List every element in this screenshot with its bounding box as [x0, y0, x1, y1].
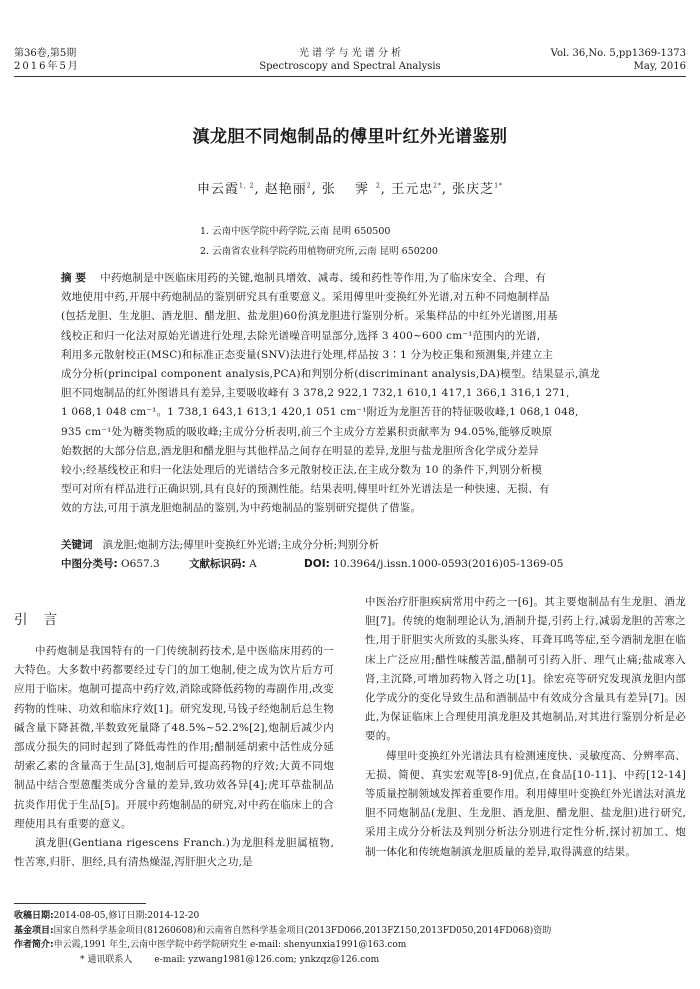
volume-issue-cn: 第36卷,第5期 [14, 48, 77, 59]
abstract-line: 效的方法,可用于滇龙胆炮制品的鉴别,为中药炮制品的鉴别研究提供了借鉴。 [61, 502, 422, 515]
author-affiliation-mark: 2 [375, 182, 381, 190]
affiliation-1: 1. 云南中医学院中药学院,云南 昆明 650500 [200, 226, 391, 237]
volume-issue-en: Vol. 36,No. 5,pp1369-1373 [550, 48, 686, 59]
doi-label: DOI: [304, 558, 330, 570]
journal-title-cn: 光 谱 学 与 光 谱 分 析 [298, 48, 402, 59]
abstract-label: 摘 要 [61, 272, 87, 284]
footnote-label: 基金项目: [14, 925, 54, 936]
intro-right-column [365, 593, 686, 862]
abstract-line: 935 cm⁻¹处为糖类物质的吸收峰;主成分分析表明,前三个主成分方差累积贡献率为 94.05%,能够反映原 [61, 425, 553, 438]
affiliations [200, 222, 438, 262]
clc-code: O657.3 [121, 558, 160, 570]
author-name: 张庆芝 [452, 182, 495, 197]
abstract-line: 型可对所有样品进行正确识别,具有良好的预测性能。结果表明,傅里叶红外光谱法是一种快速、无损、有 [61, 483, 550, 496]
section-heading-introduction: 引 言 [14, 612, 64, 628]
clc-label: 中图分类号: [61, 558, 118, 570]
intro-paragraph: 傅里叶变换红外光谱法具有检测速度快、灵敏度高、分辨率高、无损、简便、真实宏观等[8-9]优点,在食品[10-11]、中药[12-14]等质量控制领域发挥着重要作用。利用傅里叶变换红外光谱法对滇龙胆不同炮制品(龙胆、生龙胆、酒龙胆、醋龙胆、盐龙胆)进行研究,采用主成分分析法及判别分析法分别进行定性分析,探讨初加工、炮制一体化和传统炮制滇龙胆质量的差异,取得满意的结果。 [365, 749, 686, 858]
abstract-line: (包括龙胆、生龙胆、酒龙胆、醋龙胆、盐龙胆)60份滇龙胆进行鉴别分析。采集样品的中红外光谱图,用基 [61, 310, 558, 323]
footnote-rule [14, 903, 146, 904]
author-name: 王元忠 [391, 182, 434, 197]
classification [61, 556, 661, 571]
doc-code: A [249, 558, 257, 570]
footnote-label: * 通讯联系人 [80, 954, 133, 965]
intro-paragraph: 中药炮制是我国特有的一门传统制药技术,是中医临床用药的一大特色。大多数中药都要经过专门的加工炮制,使之成为饮片后方可应用于临床。炮制可提高中药疗效,消除或降低药物的毒副作用,改变药物的性味、功效和临床疗效[1]。研究发现,马钱子经炮制后总生物碱含量下降甚微,半数致死量降了48.5%~52.2%[2],炮制后减少内部成分损失的同时起到了降低毒性的作用;醋制延胡索中活性成分延胡索乙素的含量高于生品[3],炮制后可提高药物的疗效;大黄不同炮制品中结合型蒽醌类成分含量的差异,致功效各异[4];虎耳草盐制品抗炎作用优于生品[5]。开展中药炮制品的研究,对中药在临床上的合理使用具有重要的意义。 [14, 645, 334, 830]
author-affiliation-mark: 2 [306, 182, 312, 190]
abstract-line: 利用多元散射校正(MSC)和标准正态变量(SNV)法进行处理,样品按 3∶1 分为校正集和预测集,并建立主 [61, 348, 554, 361]
intro-left-column [14, 642, 334, 872]
affiliation-2: 2. 云南省农业科学院药用植物研究所,云南 昆明 650200 [200, 246, 438, 257]
header-rule [14, 76, 686, 77]
abstract-line: 始数据的大部分信息,酒龙胆和醋龙胆与其他样品之间存在明显的差异,龙胆与盐龙胆所含化学成分差异 [61, 444, 539, 457]
article-title: 滇龙胆不同炮制品的傅里叶红外光谱鉴别 [192, 127, 508, 147]
date-cn: 2016年5月 [14, 61, 80, 72]
footnote-text: 申云霞,1991 年生,云南中医学院中药学院研究生 e-mail: shenyunxia1991@163.com [53, 940, 407, 950]
abstract [61, 269, 641, 519]
footnotes [14, 909, 686, 967]
abstract-line: 胆不同炮制品的红外图谱具有差异,主要吸收峰有 3 378,2 922,1 732,1 610,1 417,1 366,1 316,1 271, [61, 387, 570, 400]
author-name: 张 霁 [321, 182, 376, 197]
doc-code-label: 文献标识码: [189, 558, 246, 570]
footnote-label: 收稿日期: [14, 911, 54, 921]
doi: 10.3964/j.issn.1000-0593(2016)05-1369-05 [333, 558, 564, 570]
keywords-label: 关键词 [61, 539, 93, 551]
keywords-text: 滇龙胆;炮制方法;傅里叶变换红外光谱;主成分分析;判别分析 [102, 539, 380, 551]
footnote-text: 2014-08-05,修订日期:2014-12-20 [53, 911, 200, 921]
abstract-line: 成分分析(principal component analysis,PCA)和判别分析(discriminant analysis,DA)模型。结果显示,滇龙 [61, 368, 600, 381]
intro-paragraph: 滇龙胆(Gentiana rigescens Franch.)为龙胆科龙胆属植物,性苦寒,归肝、胆经,具有清热燥湿,泻肝胆火之功,是 [14, 837, 334, 869]
footnote-text: e-mail: yzwang1981@126.com; ynkzqz@126.com [154, 954, 380, 965]
author-affiliation-mark: 1, 2 [239, 182, 255, 190]
date-en: May, 2016 [633, 61, 686, 72]
footnote-label: 作者简介: [14, 940, 54, 950]
author-affiliation-mark: 1* [494, 182, 504, 190]
abstract-line: 效地使用中药,开展中药炮制品的鉴别研究具有重要意义。采用傅里叶变换红外光谱,对五种不同炮制样品 [61, 291, 550, 304]
abstract-line: 中药炮制是中医临床用药的关键,炮制具增效、减毒、缓和药性等作用,为了临床安全、合理、有 [100, 272, 547, 284]
abstract-line: 线校正和归一化法对原始光谱进行处理,去除光谱噪音明显部分,选择 3 400~600 cm⁻¹范围内的光谱, [61, 329, 541, 342]
footnote-text: 国家自然科学基金项目(81260608)和云南省自然科学基金项目(2013FD066,2013FZ150,2013FD050,2014FD068)资助 [53, 925, 552, 936]
author-affiliation-mark: 2* [433, 182, 442, 190]
author-name: 申云霞 [196, 182, 239, 197]
intro-paragraph: 中医治疗肝胆疾病常用中药之一[6]。其主要炮制品有生龙胆、酒龙胆[7]。传统的炮制理论认为,酒制升提,引药上行,减弱龙胆的苦寒之性,用于肝胆实火所致的头胀头疼、耳聋耳鸣等症,至今酒制龙胆在临床上广泛应用;醋性味酸苦温,醋制可引药入肝、理气止痛;盐咸寒入肾,主沉降,可增加药物入肾之功[1]。徐宏亮等研究发现滇龙胆内部化学成分的变化导致生品和酒制品中有效成分含量具有差异[7]。因此,为保证临床上合理使用滇龙胆及其炮制品,对其进行鉴别分析是必要的。 [365, 596, 686, 743]
keywords [61, 537, 379, 552]
abstract-line: 1 068,1 048 cm⁻¹。1 738,1 643,1 613,1 420,1 051 cm⁻¹附近为龙胆苦苷的特征吸收峰,1 068,1 048, [61, 406, 579, 419]
abstract-line: 较小;经基线校正和归一化法处理后的光谱结合多元散射校正法,在主成分数为 10 的条件下,判别分析模 [61, 464, 543, 477]
journal-title-en: Spectroscopy and Spectral Analysis [259, 61, 441, 72]
author-list: 申云霞$^{1, 2}$, 赵艳丽$^2$, 张 霁$^2$, 王元忠$^{2*}$, 张庆芝$^{1*}$ [196, 182, 504, 197]
author-name: 赵艳丽 [264, 182, 307, 197]
